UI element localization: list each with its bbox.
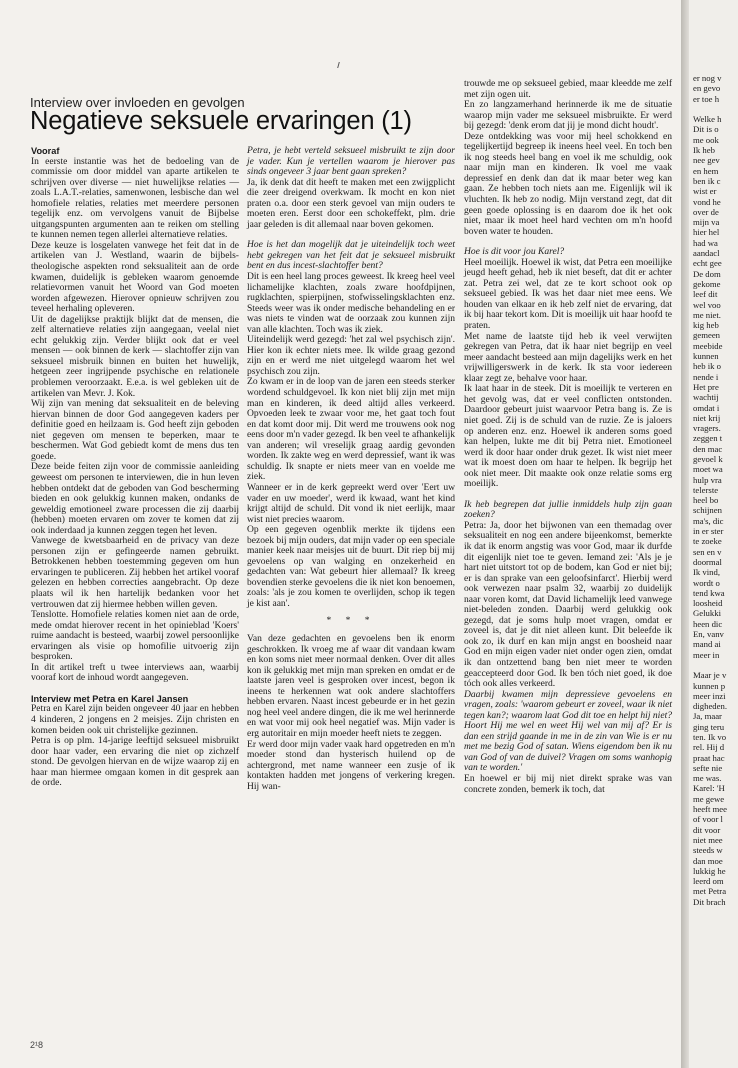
- next-page-line: er toe h: [693, 93, 720, 104]
- paragraph: En hoewel er bij mij niet direkt sprake was van concrete zonden, bemerk ik toch, dat: [464, 773, 672, 795]
- next-page-line: steeds w: [693, 845, 723, 856]
- next-page-line: heeft mee: [693, 804, 728, 815]
- paragraph: Deze ontdekking was voor mij heel schokkend en tegelijkertijd begreep ik ineens heel veel. En toch ben ik nog steeds heel bang en voel ik me schuldig, ook naar mijn man en kinderen. Ik voel me vaak depressief en denk dan dat ik maar beter weg kan gaan. Ze hebben toch niets aan me. Eigenlijk wil ik vluchten. Ik heb zo nodig. Mijn verstand zegt, dat dit geen goede oplossing is en daarom doe ik het ook niet, maar ik moet heel hard vechten om m'n hoofd boven water te houden.: [464, 130, 672, 237]
- next-page-line: ging teru: [693, 721, 725, 732]
- next-page-line: over de: [693, 206, 719, 217]
- article-title: Negatieve seksuele ervaringen (1): [30, 107, 412, 135]
- column-3: [464, 79, 672, 795]
- next-page-edge: [689, 0, 738, 1068]
- paragraph: In dit artikel treft u twee interviews aan, waarbij vooraf kort de inhoud wordt aangegeven.: [31, 661, 239, 684]
- next-page-line: mijn va: [693, 217, 720, 228]
- next-page-line: er nog v: [693, 73, 722, 83]
- section-heading-vooraf: Vooraf: [31, 146, 60, 156]
- next-page-line: in er ster: [693, 526, 724, 537]
- next-page-line: wordt o: [693, 577, 720, 588]
- next-page-line: lukkig he: [693, 865, 726, 876]
- next-page-line: en gevo: [693, 83, 721, 94]
- paragraph: Dit is een heel lang proces geweest. Ik kreeg heel veel lichamelijke klachten, zoals zware hoofdpijnen, rugklachten, spierpijnen, stofwisselingsklachten enz. Steeds weer was ik onder medische behandeling en er was niets te vinden wat de oorzaak zou kunnen zijn van alle klachten. Toch was ik ziek.: [247, 271, 455, 335]
- next-page-line: moet wa: [693, 464, 723, 475]
- next-page-line: ben ik c: [693, 175, 721, 186]
- next-page-line: heel bo: [693, 495, 719, 506]
- paragraph: Van deze gedachten en gevoelens ben ik enorm geschrokken. Ik vroeg me af waar dit vandaan kwam en kon soms niet meer normaal denken. Over dit alles kon ik gelukkig met mijn man spreken en omdat er de laatste jaren veel is gesproken over incest, begon ik ineens te herkennen wat ook andere slachtoffers hebben ervaren. Naast incest gebeurde er in het gezin nog heel veel andere dingen, die ik me wel herinnerde en wat voor mij ook heel negatief was. Mijn vader is erg autoritair en mijn moeder heeft niets te zeggen.: [247, 633, 455, 739]
- paragraph: Petra: Ja, door het bijwonen van een themadag over seksualiteit en nog een andere bijeenkomst, bemerkte ik dat ik enorm angstig was voor God, maar ik durfde dit eigenlijk niet toe te geven. Iemand zei: 'Als je je hart niet uitstort tot op de bodem, kan God er niet bij; er is dan sprake van een geloofsinfarct'. Hierbij werd ook verwezen naar psalm 32, waarbij zo duidelijk naar voren komt, dat David lichamelijk leed vanwege niet-beleden zonden. Daarbij werd gelukkig ook gezegd, dat je soms hulp moet vragen, omdat er zoveel is, dat je dit niet alleen kunt. Dit beleefde ik ook zo, ik durf en kan mijn angst en boosheid naar God en mijn eigen vader niet onder ogen zien, omdat ik dan ontzettend bang ben niet meer te worden geaccepteerd door God. Ik ben tóch niet goed, ik doe tóch ook alles verkeerd.: [464, 519, 672, 690]
- next-page-line: hulp vra: [693, 474, 722, 485]
- next-page-line: Het pre: [693, 381, 719, 392]
- next-page-line: schijnen: [693, 505, 722, 516]
- next-page-line: loosheid: [693, 598, 723, 609]
- article-kicker: Interview over invloeden en gevolgen: [30, 95, 245, 110]
- paragraph: Op een gegeven ogenblik merkte ik tijdens een bezoek bij mijn ouders, dat mijn vader op een speciale manier keek naar meisjes uit de buurt. Dit riep bij mij gevoelens op van walging en onzekerheid en gedachten van: Wat gebeurt hier allemaal? Ik kreeg bovendien sterke gevoelens die ik niet kon benoemen, zoals: 'als je zou komen te overlijden, schop ik tegen je kist aan'.: [247, 524, 455, 609]
- paragraph: Wij zijn van mening dat seksualiteit en de beleving hiervan binnen de door God aangegeven kaders per definitie goed en heilzaam is. God heeft zijn geboden niet gegeven om mensen te beperken, maar te beschermen. Wat God gebiedt komt de mens dus ten goede.: [31, 398, 239, 462]
- next-page-line: meer in: [693, 649, 720, 660]
- page-number: 2¹8: [30, 1040, 44, 1050]
- next-page-line: En, vanv: [693, 629, 724, 640]
- paragraph: Er werd door mijn vader vaak hard opgetreden en m'n moeder stond dan hysterisch huilend op de achtergrond, met name wanneer een zusje of ik kontakten hadden met jongens of verkering kregen. Hij wan-: [247, 738, 455, 792]
- next-page-line: gemeen: [693, 330, 721, 341]
- next-page-column: [693, 73, 738, 907]
- next-page-line: De dom: [693, 268, 721, 279]
- next-page-line: Maar je v: [693, 670, 727, 681]
- next-page-line: te zoeke: [693, 536, 722, 547]
- next-page-line: hier hel: [693, 227, 720, 238]
- interview-question: Hoe is het dan mogelijk dat je uiteindelijk toch weet hebt gekregen van het feit dat je seksueel misbruikt bent en dus incest-slachtoffer bent?: [247, 239, 455, 272]
- paragraph: Petra en Karel zijn beiden ongeveer 40 jaar en hebben 4 kinderen, 2 jongens en 2 meisjes. Zijn christen en komen beiden ook uit christelijke gezinnen.: [31, 703, 239, 736]
- next-page-line: den mac: [693, 443, 723, 454]
- next-page-line: gekome: [693, 278, 721, 289]
- column-2: [247, 146, 455, 792]
- next-page-line: me gewe: [693, 793, 725, 804]
- next-page-line: of voor l: [693, 814, 723, 825]
- next-page-line: kunnen p: [693, 680, 726, 691]
- next-page-line: Karel: 'H: [693, 783, 725, 794]
- next-page-line: [693, 104, 738, 114]
- paragraph: Ja, ik denk dat dit heeft te maken met een zwijgplicht die zeer dreigend overkwam. Ik mocht en kon niet praten o.a. door een sterk gevoel van mijn ouders te moeten eren. Eerst door een schokeffekt, plm. drie jaar geleden is dit allemaal naar boven gekomen.: [247, 176, 455, 230]
- next-page-line: omdat i: [693, 402, 720, 413]
- paragraph: Zo kwam er in de loop van de jaren een steeds sterker wordend schuldgevoel. Ik kon niet blij zijn met mijn man en kinderen, ik deed altijd alles verkeerd. Opvoeden leek te zwaar voor me, het gaat toch fout en dat komt door mij. Dit werd me trouwens ook nog eens door m'n vader gezegd. Ik ben veel te afhankelijk van anderen; wil vreselijk graag aardig gevonden worden. Ik zakte weg en werd depressief, want ik was schuldig. Ik snapte er niets meer van en voelde me ziek.: [247, 376, 455, 483]
- next-page-line: kig heb: [693, 320, 719, 331]
- next-page-line: heb ik o: [693, 361, 721, 372]
- paragraph: Daarbij kwamen mijn depressieve gevoelens en vragen, zoals: 'waarom gebeurt er zoveel, waar ik niet tegen kan?; waarom laat God dit toe en helpt hij niet? Hoort Hij me wel en weet Hij wel van mij af? Er is dan een strijd gaande in me in de zin van Wie is er nu met me bezig God of satan. Wiens eigendom ben ik nu van God of van de duivel? Vragen om soms wanhopig van te worden.': [464, 688, 672, 774]
- next-page-line: me was.: [693, 773, 722, 784]
- next-page-line: dit voor: [693, 824, 721, 835]
- next-page-line: ten. Ik vo: [693, 732, 727, 742]
- next-page-line: Ik heb: [693, 145, 715, 156]
- next-page-line: vond he: [693, 196, 721, 207]
- next-page-line: tend kwa: [693, 587, 725, 598]
- paragraph: Tenslotte. Homofiele relaties komen niet aan de orde, mede omdat hierover recent in het opinieblad 'Koers' ruime aandacht is besteed, waarbij zowel persoonlijke ervaringen als visie op homofilie uitvoerig zijn besproken.: [31, 609, 239, 663]
- section-heading-interview: Interview met Petra en Karel Jansen: [31, 693, 189, 704]
- next-page-line: niet mee: [693, 834, 723, 845]
- interview-question: Hoe is dit voor jou Karel?: [464, 246, 565, 258]
- next-page-line: me niet.: [693, 309, 721, 320]
- section-divider-stars: * * *: [326, 614, 376, 626]
- paragraph: trouwde me op seksueel gebied, maar kleedde me zelf met zijn ogen uit.: [464, 78, 672, 100]
- next-page-line: kunnen: [693, 351, 719, 362]
- paragraph: Met name de laatste tijd heb ik veel verwijten gekregen van Petra, dat ik haar niet begrijp en veel meer aandacht besteed aan mijn dagelijks werk en het vrijwilligerswerk in de kerk. Ik sta voor iedereen klaar zegt ze, behalve voor haar.: [464, 330, 672, 384]
- next-page-line: met Petra: [693, 886, 727, 897]
- next-page-line: dan moe: [693, 855, 723, 866]
- next-page-line: Welke h: [693, 114, 722, 125]
- next-page-line: mand ai: [693, 639, 721, 650]
- paragraph: Petra is op plm. 14-jarige leeftijd seksueel misbruikt door haar vader, een ervaring die niet op zichzelf stond. De gevolgen hiervan en de wijze waarop zij en haar man hiermee omgaan komen in dit gesprek aan de orde.: [31, 735, 239, 789]
- interview-question: Petra, je hebt verteld seksueel misbruikt te zijn door je vader. Kun je vertellen waarom je hierover pas sinds ongeveer 3 jaar bent gaan spreken?: [247, 145, 455, 178]
- next-page-line: doormal: [693, 556, 722, 567]
- next-page-line: vragers.: [693, 423, 721, 434]
- next-page-line: heen dic: [693, 618, 723, 629]
- paragraph: Wanneer er in de kerk gepreekt werd over 'Eert uw vader en uw moeder', werd ik kwaad, want het kind krijgt altijd de schuld. Dit vond ik niet eerlijk, maar wist niet precies waarom.: [247, 481, 455, 525]
- next-page-line: zeggen t: [693, 433, 723, 444]
- next-page-line: wist er: [693, 186, 717, 197]
- next-page-line: meer inzi: [693, 690, 726, 701]
- paragraph: Uit de dagelijkse praktijk blijkt dat de mensen, die zelf alternatieve relaties zijn aangegaan, veelal niet echt gelukkig zijn. Verder blijkt ook dat er veel mensen — ook binnen de kerk — slachtoffer zijn van seksueel misbruik binnen en buiten het huwelijk, hetgeen zeer ingrijpende psychische en relationele problemen veroorzaakt. E.e.a. is wel gebleken uit de artikelen van Mevr. J. Kok.: [31, 313, 239, 399]
- paragraph: Deze keuze is losgelaten vanwege het feit dat in de artikelen van J. Westland, waarin de bijbels-theologische aspekten rond seksualiteit aan de orde kwamen, duidelijk is gebleken waarom genoemde relatievormen vanuit het Woord van God moeten worden afgewezen. Hierover opnieuw schrijven zou teveel herhaling opleveren.: [31, 239, 239, 315]
- next-page-line: leef dit: [693, 289, 718, 300]
- book-gutter: [681, 0, 689, 1068]
- next-page-line: aandacl: [693, 248, 720, 259]
- paragraph: Deze beide feiten zijn voor de commissie aanleiding geweest om personen te interviewen, die in hun leven hebben ontdekt dat de geboden van God bescherming bieden en ook gelukkig kunnen maken, ondanks de geweldig emotioneel zware processen die zij daarbij (hebben) moeten ervaren om zover te komen dat zij ook inderdaad ja kunnen zeggen tegen het leven.: [31, 461, 239, 536]
- next-page-line: me ook: [693, 134, 719, 145]
- next-page-line: meebide: [693, 340, 723, 351]
- next-page-line: sefte nie: [693, 762, 723, 773]
- next-page-line: Gelukki: [693, 608, 721, 619]
- next-page-line: telerste: [693, 484, 719, 495]
- next-page-line: nee gev: [693, 155, 720, 166]
- next-page-line: leerd om: [693, 876, 724, 887]
- paragraph: In eerste instantie was het de bedoeling van de commissie om door middel van aparte artikelen te schrijven over diverse — niet huwelijkse relaties — zoals L.A.T.-relaties, samenwonen, lesbische dan wel homofiele relaties, relaties met meerdere personen tegelijk enz. om vervolgens vanuit de Bijbelse uitgangspunten argumenten aan te reiken om stelling te kunnen nemen tegen allerlei alternatieve relaties.: [31, 155, 239, 241]
- paragraph: Vanwege de kwetsbaarheid en de privacy van deze personen zijn er gefingeerde namen gebruikt. Betrokkenen hebben toestemming gegeven om hun ervaringen te publiceren. Zij hebben het artikel vooraf gelezen en hebben correcties aangebracht. Op deze plaats wil ik hen hartelijk bedanken voor het vertrouwen dat zij hiermee hebben willen geven.: [31, 535, 239, 610]
- next-page-line: [693, 660, 738, 670]
- next-page-line: en hem: [693, 165, 719, 176]
- next-page-line: Ik vind,: [693, 567, 721, 578]
- next-page-line: echt gee: [693, 258, 722, 269]
- next-page-line: Ja, maar: [693, 711, 722, 722]
- next-page-line: rel. Hij d: [693, 742, 725, 753]
- pen-mark: [337, 62, 343, 68]
- next-page-line: niet krij: [693, 412, 721, 423]
- next-page-line: Dit is o: [693, 124, 719, 135]
- next-page-line: praat hac: [693, 752, 725, 763]
- paragraph: Ik laat haar in de steek. Dit is moeilijk te verteren en het gevolg was, dat er veel conflicten ontstonden. Daardoor gebeurt juist waarvoor Petra bang is. Ze is niet goed. Zij is de schuld van de ruzie. Ze is jaloers op anderen enz. enz. Hoewel ik anderen soms goed kan helpen, lukte me dit bij Petra niet. Emotioneel werd ik door haar onder druk gezet. Ik wist niet meer wat ik moest doen om haar te helpen. Ik begrijp het ook niet meer. Dit maakte ook onze relatie soms erg moeilijk.: [464, 383, 672, 490]
- next-page-line: gevoel k: [693, 453, 723, 464]
- next-page-line: wel voo: [693, 299, 721, 310]
- paragraph: En zo langzamerhand herinnerde ik me de situatie waarop mijn vader me seksueel misbruikte. Er werd bij gezegd: 'denk erom dat jij je mond dicht houdt'.: [464, 99, 672, 132]
- next-page-line: had wa: [693, 237, 718, 248]
- next-page-line: wachtij: [693, 392, 719, 403]
- next-page-line: ma's, dic: [693, 515, 724, 526]
- next-page-line: sen en v: [693, 546, 722, 557]
- column-1: [31, 146, 239, 789]
- next-page-line: nende i: [693, 371, 719, 382]
- paragraph: Uiteindelijk werd gezegd: 'het zal wel psychisch zijn'. Hier kon ik echter niets mee. Ik wilde graag gezond zijn en er werd me niet uitgelegd waarom het wel psychisch zou zijn.: [247, 334, 455, 377]
- next-page-line: Dit brach: [693, 896, 726, 907]
- interview-question: Ik heb begrepen dat jullie inmiddels hulp zijn gaan zoeken?: [464, 498, 672, 521]
- next-page-line: digheden.: [693, 701, 728, 712]
- paragraph: Heel moeilijk. Hoewel ik wist, dat Petra een moeilijke jeugd heeft gehad, heb ik niet beseft, dat dit er achter zat. Petra zei wel, dat ze te kort schoot ook op seksueel gebied. Ik was het daar niet mee eens. We houden van elkaar en ik heb zelf niet de ervaring, dat ik bij haar tekort kom. Dit is moeilijk uit haar hoofd te praten.: [464, 256, 672, 332]
